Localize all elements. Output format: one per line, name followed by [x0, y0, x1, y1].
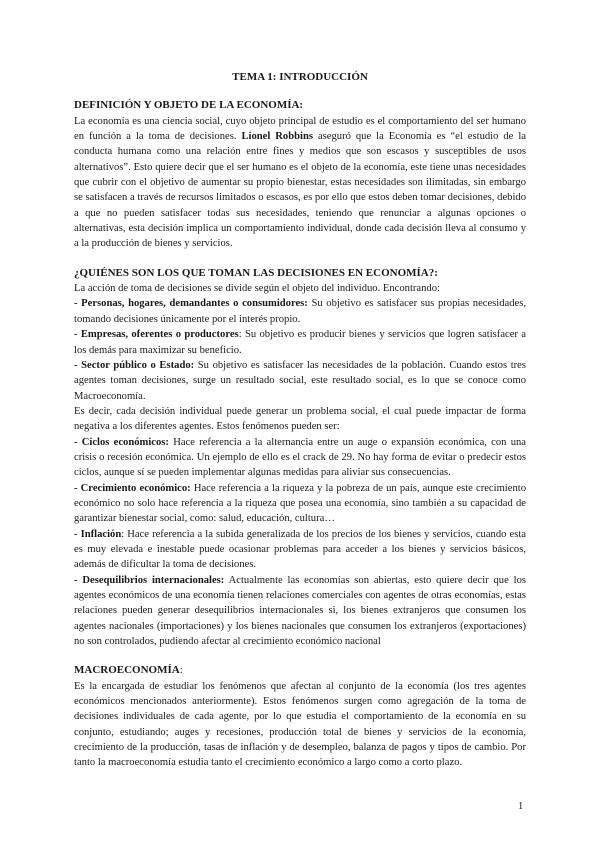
fenomeno-item-inflacion — [74, 527, 526, 573]
document-title: TEMA 1: INTRODUCCIÓN — [232, 71, 368, 83]
definicion-paragraph — [74, 114, 526, 252]
page-content — [74, 70, 526, 771]
fenomeno-item-desequilibrios — [74, 573, 526, 650]
fenomeno-text: Hace referencia a la riqueza y la pobreza de un país, aunque este crecimiento económico no solo hace referencia a la riqueza que posea una economía, sino también a su capacidad de garantizar bienestar social, como: salud, educación, cultura… — [74, 482, 526, 525]
agent-label: - Personas, hogares, demandantes o consumidores: — [74, 298, 308, 310]
macro-heading-text: MACROECONOMÍA — [74, 664, 180, 677]
section-heading-definicion: DEFINICIÓN Y OBJETO DE LA ECONOMÍA: — [74, 99, 304, 112]
fenomeno-text: Hace referencia a la alternancia entre un auge o expansión económica, con una crisis o recesión económica. Un ejemplo de ello es el crack de 29. No hay forma de evitar o predecir estos ciclos, aunque sí se pueden implementar algunas medidas para aliviar sus consecuencias. — [74, 436, 527, 479]
macroeconomia-paragraph: Es la encargada de estudiar los fenómenos que afectan al conjunto de la economía (los tres agentes económicos mencionados anteriormente). Estos fenómenos surgen como agregación de la toma de decisiones individuales de cada agente, por lo que estudia el comportamiento de la economía en su conjunto, estudiando; auges y recesiones, producción total de bienes y servicios de la economía, crecimiento de la producción, tasas de inflación y de desempleo, balanza de pagos y tipos de cambio. Por tanto la macroeconomía estudia tanto el crecimiento económico a largo como a corto plazo. — [74, 680, 526, 769]
agent-label: - Sector público o Estado: — [74, 359, 195, 371]
macro-heading-colon: : — [179, 664, 183, 677]
fenomeno-item-crecimiento — [74, 481, 526, 527]
agent-item-empresas — [74, 327, 526, 358]
fenomeno-label: - Inflación — [74, 528, 122, 540]
fenomenos-intro: Es decir, cada decisión individual puede generar un problema social, el cual puede impactar de forma negativa a los diferentes agentes. Estos fenómenos pueden ser: — [74, 405, 526, 433]
robbins-name: Lionel Robbins — [241, 131, 313, 143]
fenomeno-label: - Desequilibrios internacionales: — [74, 574, 225, 586]
quienes-intro: La acción de toma de decisiones se divide según el objeto del individuo. Encontrando: — [74, 283, 440, 295]
fenomeno-label: - Crecimiento económico: — [74, 482, 191, 494]
agent-item-estado — [74, 358, 526, 404]
agent-label: - Empresas, oferentes o productores — [74, 329, 239, 341]
section-heading-quienes: ¿QUIÉNES SON LOS QUE TOMAN LAS DECISIONES EN ECONOMÍA?: — [74, 266, 438, 279]
fenomeno-text: Actualmente las economías son abiertas, esto quiere decir que los agentes económicos de una economía tienen relaciones comerciales con agentes de otras economías, estas relaciones pueden generar desequilibrios internacionales si, los bienes extranjeros que consumen los agentes nacionales (importaciones) y los bienes nacionales que consumen los extranjeros (exportaciones) no son controlados, pudiendo afectar al crecimiento económico nacional — [74, 574, 526, 648]
agent-text: : Su objetivo es producir bienes y servicios que logren satisfacer a los demás para maximizar su beneficio. — [74, 329, 526, 356]
fenomeno-item-ciclos — [74, 435, 526, 481]
agent-text: Su objetivo es satisfacer las necesidades de la población. Cuando estos tres agentes toman decisiones, surge un resultado social, este resultado social, es lo que se conoce como Macroeconomía. — [74, 359, 527, 402]
section-heading-macroeconomia — [74, 663, 526, 678]
fenomeno-label: - Ciclos económicos: — [74, 436, 169, 448]
definicion-text-a: La economía es una ciencia social, cuyo objeto principal de estudio es el comportamiento del ser humano en función a la toma de decisiones. — [74, 115, 526, 143]
agent-item-consumidores — [74, 296, 526, 327]
fenomeno-text: : Hace referencia a la subida generalizada de los precios de los bienes y servicios, cuando esta es muy elevada e inestable puede ocasionar problemas para acceder a los bienes y servicios básicos, además de dificultar la toma de decisiones. — [74, 528, 526, 571]
definicion-text-b: aseguró que la Economía es “el estudio de la conducta humana como una relación entre fines y medios que son escasos y susceptibles de usos alternativos”. Esto quiere decir que el ser humano es el objeto de la economía, este tiene unas necesidades que cubrir con el objetivo de aumentar su propio bienestar, estas necesidades son ilimitadas, sin embargo se satisfacen a través de recursos limitados o escasos, es por ello que estos deben tomar decisiones, debido a que no pueden satisfacer todas sus necesidades, teniendo que renunciar a algunas opciones o alternativas, esta decisión implica un comportamiento individual, donde cada decisión lleva al consumo y a la producción de bienes y servicios. — [74, 131, 526, 250]
agent-text: Su objetivo es satisfacer sus propias necesidades, tomando decisiones únicamente por el interés propio. — [74, 298, 527, 325]
page-number: 1 — [518, 801, 524, 812]
